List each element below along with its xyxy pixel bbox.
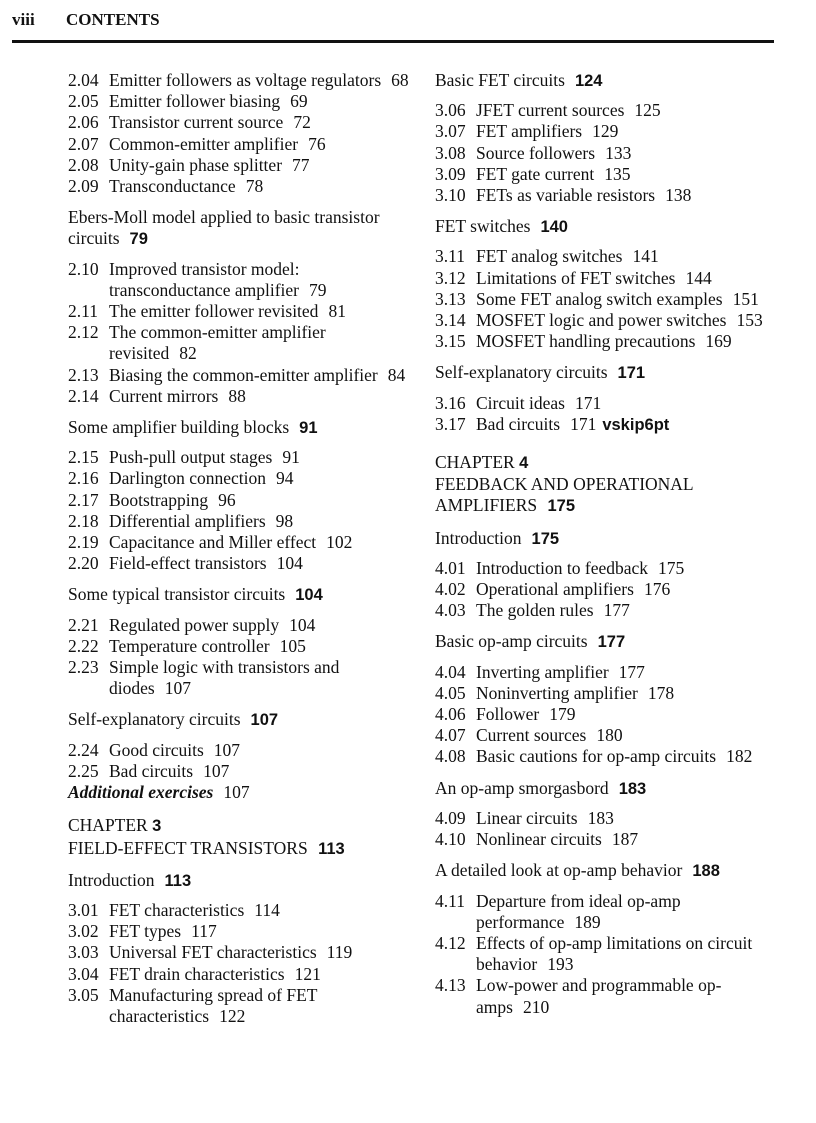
entry-page: 77 <box>292 154 310 175</box>
entry-title: Bad circuits <box>109 760 194 781</box>
entry-title: The golden rules <box>476 600 594 621</box>
entry-title: Differential amplifiers <box>109 510 266 531</box>
entry-number: 2.11 <box>68 301 98 322</box>
entry-title: Transconductance <box>109 176 236 197</box>
entry-title: Bad circuits <box>476 413 561 434</box>
toc-entry <box>435 579 785 600</box>
entry-page: 171 <box>570 413 597 434</box>
section-heading: Introduction 113 <box>68 869 192 890</box>
entry-page: 76 <box>308 133 326 154</box>
toc-entry <box>68 134 413 155</box>
entry-number: 2.16 <box>68 468 99 489</box>
entry-title: FET amplifiers <box>476 121 583 142</box>
toc-entry <box>435 725 785 746</box>
entry-page: 144 <box>685 267 712 288</box>
toc-entry <box>435 808 785 829</box>
toc-entry <box>68 112 413 133</box>
entry-number: 2.10 <box>68 258 99 279</box>
entry-number: 3.03 <box>68 942 99 963</box>
entry-page: 129 <box>592 121 619 142</box>
entry-title: FET types <box>109 921 182 942</box>
entry-number: 3.16 <box>435 392 466 413</box>
entry-number: 3.08 <box>435 142 466 163</box>
entry-page: 178 <box>647 682 675 703</box>
entry-page: 187 <box>611 829 639 850</box>
entry-page: 107 <box>164 678 191 699</box>
entry-page: 105 <box>279 635 306 656</box>
section-heading: Self-explanatory circuits 107 <box>68 709 279 730</box>
entry-number: 4.06 <box>435 704 466 725</box>
entry-title: FETs as variable resistors <box>476 185 656 206</box>
entry-title: Good circuits <box>109 739 204 760</box>
entry-page: 68 <box>391 70 409 90</box>
entry-number: 3.14 <box>435 310 466 331</box>
entry-page: 82 <box>179 343 197 364</box>
entry-page: 117 <box>191 921 217 942</box>
entry-number: 3.06 <box>435 100 466 121</box>
entry-number: 3.10 <box>435 185 466 206</box>
entry-title: Push-pull output stages <box>109 447 273 468</box>
entry-page: 94 <box>275 468 294 489</box>
entry-title: Capacitance and Miller effect <box>109 532 317 553</box>
entry-number: 2.24 <box>68 739 99 760</box>
toc-entry <box>435 558 785 579</box>
entry-number: 2.19 <box>68 532 99 553</box>
entry-page: 102 <box>326 532 353 553</box>
entry-page: 193 <box>547 954 574 975</box>
chapter-heading: CHAPTER 4 FEEDBACK AND OPERATIONAL AMPLIFIERS 175 <box>435 452 693 516</box>
entry-title: Some FET analog switch examples <box>476 288 723 309</box>
entry-number: 3.02 <box>68 921 99 942</box>
entry-page: 119 <box>326 942 353 963</box>
entry-number: 2.18 <box>68 510 99 531</box>
toc-entry <box>68 900 413 921</box>
entry-title: Follower <box>476 704 540 725</box>
entry-page: 107 <box>203 760 230 781</box>
toc-entry <box>435 829 785 850</box>
entry-page: 78 <box>245 176 264 197</box>
entry-title: Circuit ideas <box>476 392 565 413</box>
entry-title: FET analog switches <box>476 246 623 267</box>
entry-number: 3.17 <box>435 413 466 434</box>
toc-entry <box>435 268 785 289</box>
entry-page: 79 <box>308 279 327 300</box>
entry-number: 3.05 <box>68 984 99 1005</box>
entry-number: 4.03 <box>435 600 466 621</box>
entry-number: 2.21 <box>68 614 99 635</box>
toc-entry <box>435 662 785 683</box>
entry-page: 104 <box>289 614 316 635</box>
header-rule <box>12 40 774 43</box>
toc-entry <box>68 490 413 511</box>
entry-title: Nonlinear circuits <box>476 829 602 850</box>
toc-entry <box>435 683 785 704</box>
header-title: CONTENTS <box>66 10 160 29</box>
toc-entry <box>435 393 785 414</box>
entry-number: 3.04 <box>68 963 99 984</box>
entry-page: 81 <box>328 301 346 322</box>
entry-page: 96 <box>218 489 236 510</box>
toc-entry <box>435 164 785 185</box>
entry-number: 3.15 <box>435 331 466 352</box>
entry-number: 2.20 <box>68 553 99 574</box>
entry-title: Source followers <box>476 142 596 163</box>
toc-entry <box>68 615 413 636</box>
entry-title: Emitter followers as voltage regulators <box>109 70 382 90</box>
entry-title: Effects of op-amp limitations on circuit behavior <box>476 932 753 975</box>
toc-entry <box>435 933 785 975</box>
toc-entry <box>68 447 413 468</box>
entry-title: Noninverting amplifier <box>476 682 638 703</box>
entry-page: 151 <box>732 288 759 309</box>
entry-page: 169 <box>705 331 732 352</box>
entry-title: Common-emitter amplifier <box>109 133 299 154</box>
entry-title: FET gate current <box>476 163 595 184</box>
entry-number: 3.01 <box>68 899 99 920</box>
section-heading: Self-explanatory circuits 171 <box>435 362 646 383</box>
entry-number: 4.13 <box>435 975 466 996</box>
section-heading: FET switches 140 <box>435 216 568 237</box>
entry-page: 98 <box>275 510 294 531</box>
toc-entry <box>68 964 413 985</box>
entry-number: 2.12 <box>68 322 99 343</box>
entry-title: Operational amplifiers <box>476 579 634 600</box>
toc-entry <box>68 386 413 407</box>
entry-number: 2.09 <box>68 176 99 197</box>
entry-title: Limitations of FET switches <box>476 267 676 288</box>
entry-number: 3.11 <box>435 246 465 267</box>
entry-page: 176 <box>643 579 671 600</box>
entry-title: FET drain characteristics <box>109 963 285 984</box>
entry-page: 104 <box>276 553 303 574</box>
entry-page: 122 <box>219 1005 246 1026</box>
toc-entry <box>68 322 413 364</box>
entry-number: 4.12 <box>435 932 466 953</box>
entry-number: 2.17 <box>68 489 99 510</box>
chapter-heading: CHAPTER 3 FIELD-EFFECT TRANSISTORS 113 <box>68 815 345 858</box>
entry-page: 88 <box>228 385 246 406</box>
toc-entry <box>68 921 413 942</box>
entry-page: 121 <box>294 963 321 984</box>
entry-number: 4.07 <box>435 725 466 746</box>
toc-entry <box>68 511 413 532</box>
toc-entry <box>68 259 413 301</box>
toc-entry <box>435 246 785 267</box>
section-heading: Basic op-amp circuits 177 <box>435 631 626 652</box>
entry-page: 91 <box>282 447 300 468</box>
toc-entry <box>435 414 785 436</box>
toc-entry <box>435 121 785 142</box>
toc-entry <box>68 176 413 197</box>
toc-entry <box>68 155 413 176</box>
entry-title: Current mirrors <box>109 385 219 406</box>
entry-page: 84 <box>387 364 406 385</box>
entry-page: 72 <box>293 112 311 133</box>
entry-number: 4.05 <box>435 682 466 703</box>
entry-page: 179 <box>549 704 576 725</box>
entry-page: 180 <box>596 725 623 746</box>
entry-title: Linear circuits <box>476 807 578 828</box>
section-heading: Some typical transistor circuits 104 <box>68 584 323 605</box>
entry-number: 3.12 <box>435 267 466 288</box>
entry-page: 175 <box>658 557 685 578</box>
toc-entry <box>68 942 413 963</box>
entry-title: Low-power and programmable op-amps <box>476 975 722 1017</box>
entry-number: 3.09 <box>435 163 466 184</box>
entry-page: 210 <box>522 996 550 1017</box>
toc-entry <box>435 100 785 121</box>
toc-entry <box>68 532 413 553</box>
entry-title: Biasing the common-emitter amplifier <box>109 364 378 385</box>
entry-number: 4.11 <box>435 890 465 911</box>
entry-title: Darlington connection <box>109 468 266 489</box>
right-column <box>435 70 785 1018</box>
entry-number: 4.04 <box>435 661 466 682</box>
entry-number: 2.13 <box>68 364 99 385</box>
entry-title: Departure from ideal op-amp performance <box>476 890 681 932</box>
entry-page: 69 <box>290 91 308 112</box>
toc-entry <box>435 600 785 621</box>
toc-entry <box>68 553 413 574</box>
entry-page: 141 <box>632 246 659 267</box>
entry-number: 2.07 <box>68 133 99 154</box>
entry-title: MOSFET handling precautions <box>476 331 696 352</box>
entry-title: Emitter follower biasing <box>109 91 281 112</box>
entry-title: Introduction to feedback <box>476 557 649 578</box>
entry-page: 138 <box>665 185 692 206</box>
entry-page: 189 <box>574 911 601 932</box>
stray-markup: vskip6pt <box>602 415 670 434</box>
toc-entry <box>435 975 785 1017</box>
toc-entry <box>68 636 413 657</box>
entry-number: 2.14 <box>68 385 99 406</box>
entry-number: 2.06 <box>68 112 99 133</box>
section-heading: Ebers-Moll model applied to basic transistor circuits 79 <box>68 207 380 249</box>
toc-entry <box>435 746 785 767</box>
entry-page: 171 <box>574 392 602 413</box>
entry-number: 2.08 <box>68 154 99 175</box>
entry-title: The common-emitter amplifier revisited <box>109 322 326 364</box>
toc-entry <box>435 185 785 206</box>
toc-entry <box>435 704 785 725</box>
entry-title: FET characteristics <box>109 899 245 920</box>
toc-entry <box>68 468 413 489</box>
entry-page: 133 <box>605 142 632 163</box>
toc-entry <box>435 310 785 331</box>
toc-entry <box>68 657 413 699</box>
section-heading: A detailed look at op-amp behavior 188 <box>435 860 720 881</box>
entry-title: Bootstrapping <box>109 489 209 510</box>
toc-entry <box>68 70 413 91</box>
additional-exercises: Additional exercises 107 <box>68 782 250 803</box>
toc-entry <box>435 289 785 310</box>
toc-entry <box>435 143 785 164</box>
entry-number: 2.25 <box>68 760 99 781</box>
entry-title: Simple logic with transistors and diodes <box>109 657 340 699</box>
section-heading: Basic FET circuits 124 <box>435 70 603 90</box>
entry-title: MOSFET logic and power switches <box>476 310 727 331</box>
entry-page: 153 <box>736 310 763 331</box>
entry-page: 177 <box>603 600 630 621</box>
entry-number: 2.04 <box>68 70 99 90</box>
entry-title: Improved transistor model: transconductance amplifier <box>109 258 300 300</box>
entry-page: 114 <box>254 899 280 920</box>
entry-page: 177 <box>618 661 645 682</box>
entry-page: 135 <box>604 163 631 184</box>
toc-entry <box>68 301 413 322</box>
section-heading: Introduction 175 <box>435 527 560 548</box>
entry-number: 2.23 <box>68 657 99 678</box>
entry-number: 4.09 <box>435 807 466 828</box>
entry-title: Basic cautions for op-amp circuits <box>476 746 717 767</box>
entry-title: Manufacturing spread of FET characteristics <box>109 984 318 1026</box>
entry-page: 107 <box>213 739 241 760</box>
entry-title: Temperature controller <box>109 635 270 656</box>
entry-title: Current sources <box>476 725 587 746</box>
entry-page: 182 <box>726 746 753 767</box>
entry-number: 4.02 <box>435 579 466 600</box>
entry-number: 2.15 <box>68 447 99 468</box>
toc-entry <box>68 365 413 386</box>
section-heading: Some amplifier building blocks 91 <box>68 417 318 438</box>
entry-title: Regulated power supply <box>109 614 280 635</box>
left-column <box>68 70 413 1027</box>
entry-page: 125 <box>634 100 661 121</box>
entry-title: Field-effect transistors <box>109 553 267 574</box>
entry-number: 4.08 <box>435 746 466 767</box>
entry-page: 183 <box>587 807 614 828</box>
entry-number: 3.07 <box>435 121 466 142</box>
toc-entry <box>68 740 413 761</box>
entry-title: Unity-gain phase splitter <box>109 154 283 175</box>
entry-title: The emitter follower revisited <box>109 301 319 322</box>
entry-title: Transistor current source <box>109 112 284 133</box>
page-header <box>12 10 160 30</box>
toc-entry <box>435 891 785 933</box>
section-heading: An op-amp smorgasbord 183 <box>435 777 647 798</box>
page-number: viii <box>12 10 35 29</box>
entry-title: Inverting amplifier <box>476 661 609 682</box>
entry-number: 2.05 <box>68 91 99 112</box>
entry-number: 2.22 <box>68 635 99 656</box>
entry-title: Universal FET characteristics <box>109 942 317 963</box>
toc-entry <box>68 91 413 112</box>
entry-number: 3.13 <box>435 288 466 309</box>
entry-number: 4.01 <box>435 557 466 578</box>
toc-entry <box>68 761 413 782</box>
toc-entry <box>435 331 785 352</box>
entry-title: JFET current sources <box>476 100 625 121</box>
toc-entry <box>68 985 413 1027</box>
entry-number: 4.10 <box>435 829 466 850</box>
